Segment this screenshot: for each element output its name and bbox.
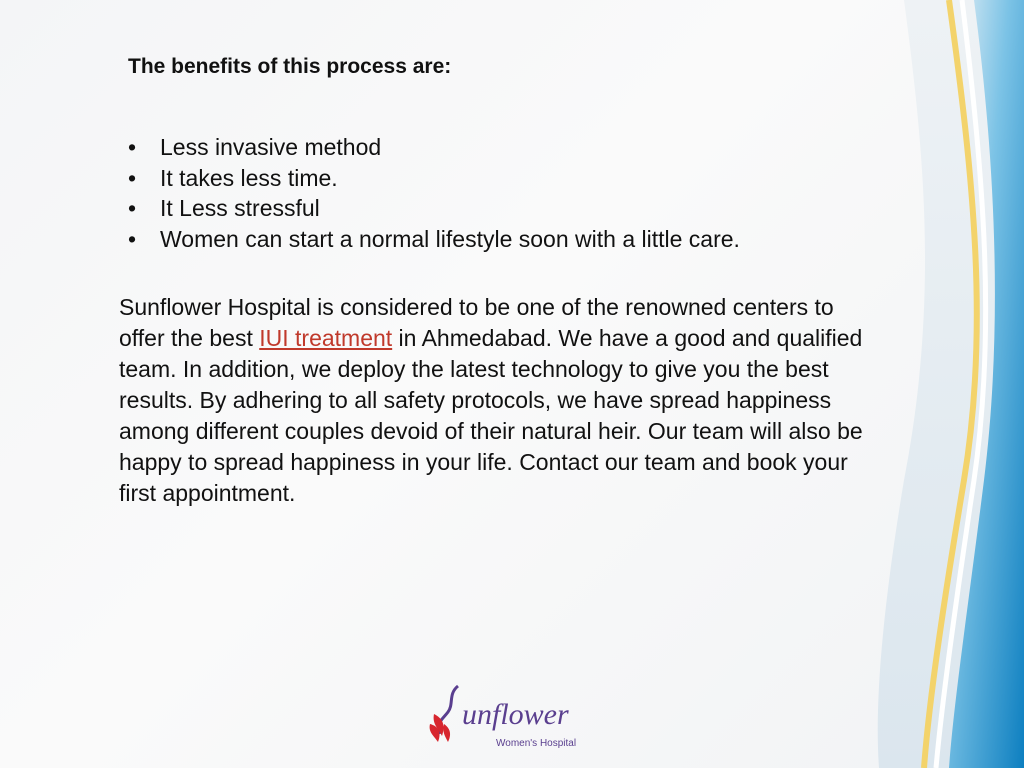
list-item <box>128 224 740 255</box>
paragraph-text-start: Sunflower Hospital is considered to be one of the renowned centers to offer the best <box>119 294 834 351</box>
bullet-marker: • <box>128 134 137 160</box>
bullet-marker: • <box>128 225 137 252</box>
logo-subtitle: Women's Hospital <box>496 738 577 749</box>
list-item <box>128 193 740 224</box>
logo-wordmark: unflower <box>462 698 569 731</box>
bullet-marker: • <box>128 164 137 191</box>
list-item-text: It takes less time. <box>160 164 338 191</box>
list-item-text: Women can start a normal lifestyle soon with a little care. <box>160 225 740 252</box>
list-item <box>128 163 740 194</box>
bullet-marker: • <box>128 195 137 221</box>
decorative-wave-graphic <box>844 0 1024 768</box>
benefits-list <box>128 132 740 254</box>
paragraph-text-end: in Ahmedabad. We have a good and qualified team. In addition, we deploy the latest technology to give you the best results. By adhering to all safety protocols, we have spread happiness among different couples devoid of their natural heir. Our team will also be happy to spread happiness in your life. Contact our team and book your first appointment. <box>119 325 863 506</box>
sunflower-logo <box>426 684 586 754</box>
description-paragraph <box>119 292 869 509</box>
list-item-text: It Less stressful <box>160 195 320 221</box>
slide-heading: The benefits of this process are: <box>128 55 452 78</box>
list-item-text: Less invasive method <box>160 134 382 160</box>
list-item <box>128 132 740 163</box>
iui-treatment-link[interactable]: IUI treatment <box>259 325 393 351</box>
